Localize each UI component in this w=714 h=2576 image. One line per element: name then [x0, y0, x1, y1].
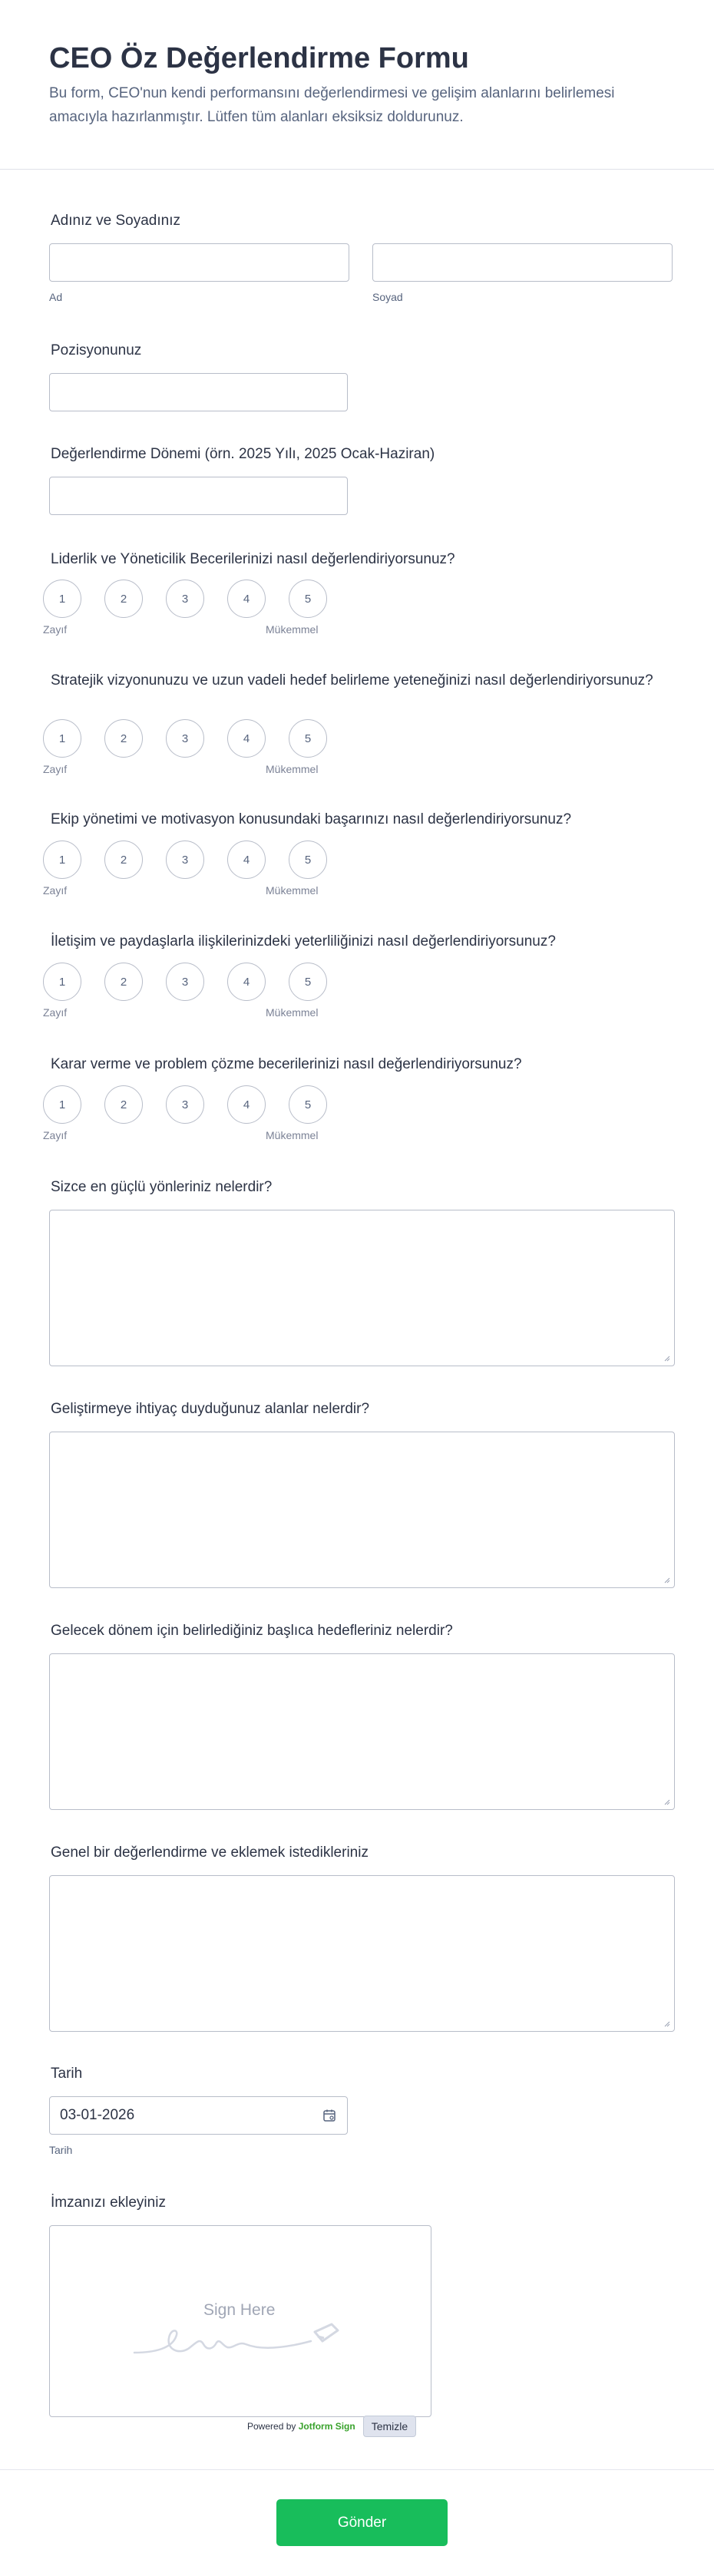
- resize-grip-icon[interactable]: [663, 2020, 670, 2027]
- date-value: 03-01-2026: [60, 2107, 135, 2123]
- date-label: Tarih: [51, 2066, 83, 2082]
- strengths-textarea[interactable]: [49, 1210, 675, 1366]
- form-header: [0, 0, 714, 170]
- first-name-input[interactable]: [49, 243, 349, 282]
- strengths-label: Sizce en güçlü yönleriniz nelerdir?: [51, 1179, 273, 1195]
- rating-low-label: Zayıf: [43, 884, 68, 897]
- resize-grip-icon[interactable]: [663, 1354, 670, 1362]
- rating-option-1[interactable]: 1: [43, 1085, 81, 1124]
- rating-option-2[interactable]: 2: [104, 841, 143, 879]
- rating-option-5[interactable]: 5: [289, 963, 327, 1001]
- textarea-field-improvements: [49, 1400, 675, 1588]
- general-label: Genel bir değerlendirme ve eklemek istedikleriniz: [51, 1844, 369, 1861]
- date-input[interactable]: [49, 2096, 348, 2135]
- rating-scale-2: [43, 719, 327, 777]
- position-field: [49, 342, 348, 411]
- submit-button[interactable]: Gönder: [276, 2499, 448, 2546]
- rating-option-5[interactable]: 5: [289, 1085, 327, 1124]
- rating-option-2[interactable]: 2: [104, 1085, 143, 1124]
- rating-question-label: Ekip yönetimi ve motivasyon konusundaki başarınızı nasıl değerlendiriyorsunuz?: [51, 811, 572, 827]
- rating-scale-1: [43, 580, 327, 637]
- general-textarea[interactable]: [49, 1875, 675, 2032]
- rating-option-2[interactable]: 2: [104, 963, 143, 1001]
- rating-option-2[interactable]: 2: [104, 580, 143, 618]
- form-footer: [0, 2469, 714, 2576]
- form-description: Bu form, CEO'nun kendi performansını değerlendirmesi ve gelişim alanlarını belirlemesi amacıyla hazırlanmıştır. Lütfen tüm alanları eksiksiz doldurunuz.: [49, 85, 615, 125]
- improvements-textarea[interactable]: [49, 1432, 675, 1588]
- rating-high-label: Mükemmel: [266, 763, 319, 775]
- form-title: CEO Öz Değerlendirme Formu: [49, 42, 469, 74]
- rating-high-label: Mükemmel: [266, 1129, 319, 1141]
- rating-option-3[interactable]: 3: [166, 1085, 204, 1124]
- rating-question-label: Stratejik vizyonunuzu ve uzun vadeli hedef belirleme yeteneğinizi nasıl değerlendiriyorsunuz?: [51, 672, 653, 689]
- name-label: Adınız ve Soyadınız: [51, 213, 180, 229]
- goals-textarea[interactable]: [49, 1653, 675, 1810]
- resize-grip-icon[interactable]: [663, 1576, 670, 1584]
- rating-option-5[interactable]: 5: [289, 580, 327, 618]
- textarea-field-strengths: [49, 1178, 675, 1366]
- last-name-input[interactable]: [372, 243, 673, 282]
- rating-high-label: Mükemmel: [266, 1006, 319, 1019]
- rating-option-1[interactable]: 1: [43, 841, 81, 879]
- signature-footer: [247, 2416, 416, 2437]
- goals-label: Gelecek dönem için belirlediğiniz başlıca hedefleriniz nelerdir?: [51, 1623, 453, 1639]
- period-field: [49, 445, 435, 515]
- rating-scale-4: [43, 963, 327, 1020]
- position-label: Pozisyonunuz: [51, 342, 142, 358]
- improvements-label: Geliştirmeye ihtiyaç duyduğunuz alanlar nelerdir?: [51, 1401, 370, 1417]
- rating-option-3[interactable]: 3: [166, 963, 204, 1001]
- jotform-sign-brand: Jotform Sign: [298, 2421, 355, 2432]
- rating-low-label: Zayıf: [43, 1006, 68, 1019]
- signature-placeholder: Sign Here: [203, 2301, 276, 2319]
- signature-pad[interactable]: [49, 2225, 431, 2417]
- textarea-field-goals: [49, 1622, 675, 1810]
- date-sublabel: Tarih: [49, 2144, 73, 2156]
- rating-option-1[interactable]: 1: [43, 719, 81, 758]
- rating-question-label: Karar verme ve problem çözme becerilerinizi nasıl değerlendiriyorsunuz?: [51, 1056, 522, 1072]
- signature-label: İmzanızı ekleyiniz: [51, 2195, 166, 2211]
- rating-option-3[interactable]: 3: [166, 719, 204, 758]
- rating-option-5[interactable]: 5: [289, 719, 327, 758]
- rating-option-4[interactable]: 4: [227, 580, 266, 618]
- last-name-sublabel: Soyad: [372, 291, 403, 303]
- signature-scribble-icon: [131, 2318, 361, 2364]
- first-name-sublabel: Ad: [49, 291, 63, 303]
- rating-option-4[interactable]: 4: [227, 1085, 266, 1124]
- calendar-icon[interactable]: [322, 2109, 336, 2122]
- rating-option-3[interactable]: 3: [166, 841, 204, 879]
- rating-question-1: [49, 550, 455, 569]
- rating-scale-3: [43, 841, 327, 898]
- signature-field: [49, 2194, 431, 2417]
- clear-signature-button[interactable]: Temizle: [363, 2416, 416, 2437]
- resize-grip-icon[interactable]: [663, 1798, 670, 1805]
- position-input[interactable]: [49, 373, 348, 411]
- powered-by-text: Powered by Jotform Sign: [247, 2421, 355, 2432]
- rating-low-label: Zayıf: [43, 763, 68, 775]
- rating-question-5: [49, 1055, 522, 1074]
- name-field: [49, 212, 673, 303]
- rating-question-2: [49, 670, 663, 691]
- rating-option-3[interactable]: 3: [166, 580, 204, 618]
- rating-low-label: Zayıf: [43, 623, 68, 636]
- rating-high-label: Mükemmel: [266, 623, 319, 636]
- rating-high-label: Mükemmel: [266, 884, 319, 897]
- textarea-field-general: [49, 1844, 675, 2032]
- period-label: Değerlendirme Dönemi (örn. 2025 Yılı, 2025 Ocak-Haziran): [51, 446, 435, 462]
- rating-option-2[interactable]: 2: [104, 719, 143, 758]
- rating-question-3: [49, 811, 571, 829]
- rating-option-4[interactable]: 4: [227, 719, 266, 758]
- date-field: [49, 2065, 348, 2156]
- rating-option-1[interactable]: 1: [43, 963, 81, 1001]
- rating-option-5[interactable]: 5: [289, 841, 327, 879]
- rating-option-4[interactable]: 4: [227, 841, 266, 879]
- rating-question-4: [49, 933, 556, 951]
- rating-question-label: Liderlik ve Yöneticilik Becerilerinizi nasıl değerlendiriyorsunuz?: [51, 551, 455, 567]
- rating-low-label: Zayıf: [43, 1129, 68, 1141]
- rating-option-1[interactable]: 1: [43, 580, 81, 618]
- rating-option-4[interactable]: 4: [227, 963, 266, 1001]
- rating-scale-5: [43, 1085, 327, 1143]
- rating-question-label: İletişim ve paydaşlarla ilişkilerinizdeki yeterliliğinizi nasıl değerlendiriyorsunuz?: [51, 933, 556, 949]
- period-input[interactable]: [49, 477, 348, 515]
